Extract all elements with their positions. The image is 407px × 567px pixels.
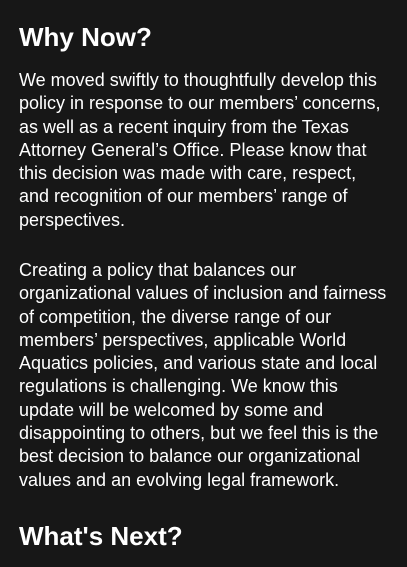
whats-next-heading: What's Next? bbox=[19, 521, 183, 551]
why-now-heading: Why Now? bbox=[19, 22, 152, 52]
why-now-paragraph-1: We moved swiftly to thoughtfully develop this policy in response to our members’ concerns, as well as a recent inquiry from the Texas Attorney General’s Office. Please know that this decision was made with care, respect, and recognition of our members’ range of perspectives. bbox=[19, 70, 381, 230]
why-now-paragraph-2: Creating a policy that balances our organizational values of inclusion and fairness of competition, the diverse range of our members’ perspectives, applicable World Aquatics policies, and various state and local regulations is challenging. We know this update will be welcomed by some and disappointing to others, but we feel this is the best decision to balance our organizational values and an evolving legal framework. bbox=[19, 260, 387, 490]
